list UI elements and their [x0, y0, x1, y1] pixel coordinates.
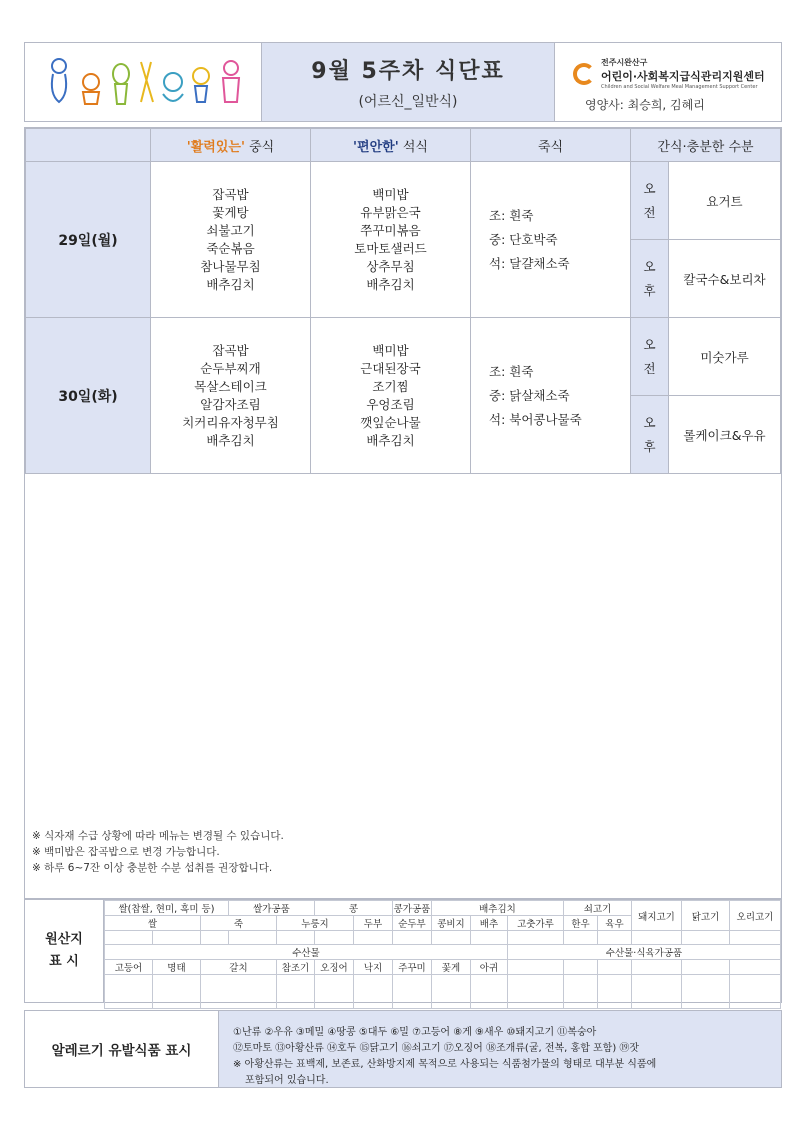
- header: [24, 42, 782, 122]
- day-label: 29일(월): [26, 162, 151, 318]
- porridge-cell: 조: 흰죽 중: 단호박죽 석: 달걀채소죽: [471, 162, 631, 318]
- note-item: ※ 식자재 수급 상황에 따라 메뉴는 변경될 수 있습니다.: [32, 830, 284, 842]
- porridge-header: 죽식: [471, 129, 631, 162]
- snack-header: 간식·충분한 수분: [631, 129, 781, 162]
- page-title: 9월 5주차 식단표: [311, 58, 505, 84]
- page-subtitle: (어르신_일반식): [358, 93, 458, 110]
- pm-label: 오 후: [631, 240, 669, 318]
- lunch-header: '활력있는' 중식: [151, 129, 311, 162]
- day-label: 30일(화): [26, 318, 151, 474]
- origin-grid: [104, 900, 781, 1002]
- origin-section: [24, 899, 782, 1003]
- chef-characters-logo: [25, 43, 262, 121]
- menu-section: [24, 127, 782, 899]
- chef-characters-icon: [41, 52, 246, 112]
- table-row: [26, 318, 781, 396]
- origin-label: 원산지 표 시: [25, 900, 104, 1002]
- porridge-cell: 조: 흰죽 중: 닭살채소죽 석: 북어콩나물죽: [471, 318, 631, 474]
- org-region: 전주시완산구: [601, 58, 648, 67]
- allergy-section: [24, 1010, 782, 1088]
- dinner-cell: 백미밥 근대된장국 조기찜 우엉조림 깻잎순나물 배추김치: [311, 318, 471, 474]
- notes: [32, 828, 284, 876]
- title-block: [262, 43, 555, 121]
- note-item: ※ 백미밥은 잡곡밥으로 변경 가능합니다.: [32, 846, 220, 858]
- dinner-header: '편안한' 석식: [311, 129, 471, 162]
- nutritionist: 영양사: 최승희, 김혜리: [585, 98, 705, 112]
- pm-snack: 칼국수&보리차: [669, 240, 781, 318]
- dinner-cell: 백미밥 유부맑은국 쭈꾸미볶음 토마토샐러드 상추무침 배추김치: [311, 162, 471, 318]
- am-label: 오 전: [631, 318, 669, 396]
- note-item: ※ 하루 6~7잔 이상 충분한 수분 섭취를 권장합니다.: [32, 862, 273, 874]
- am-label: 오 전: [631, 162, 669, 240]
- origin-table: 쌀(찹쌀, 현미, 흑미 등) 쌀가공품 콩 콩가공품 배추김치 쇠고기 돼지고기 닭고기 오리고기 쌀 죽 누룽지 두부 순두부 콩비지 배추 고춧가루 한우 육우 수산물 수산물·식육가공품 고등어 명태 갈치 참조기 오징어 낙지 주꾸미 꽃게 아귀: [104, 900, 781, 1009]
- pm-snack: 롤케이크&우유: [669, 396, 781, 474]
- am-snack: 요거트: [669, 162, 781, 240]
- org-name-en: Children and Social Welfare Meal Management Support Center: [601, 84, 758, 90]
- lunch-cell: 잡곡밥 순두부찌개 목살스테이크 알감자조림 치커리유자청무침 배추김치: [151, 318, 311, 474]
- allergy-label: 알레르기 유발식품 표시: [25, 1011, 219, 1087]
- org-name: 어린이·사회복지급식관리지원센터: [601, 70, 765, 83]
- am-snack: 미숫가루: [669, 318, 781, 396]
- lunch-cell: 잡곡밥 꽃게탕 쇠불고기 죽순볶음 참나물무침 배추김치: [151, 162, 311, 318]
- table-row: [26, 162, 781, 240]
- center-logo-icon: [573, 63, 595, 85]
- allergy-list: ①난류 ②우유 ③메밀 ④땅콩 ⑤대두 ⑥밀 ⑦고등어 ⑧게 ⑨새우 ⑩돼지고기 ⑪복숭아 ⑫토마토 ⑬아황산류 ⑭호두 ⑮닭고기 ⑯쇠고기 ⑰오징어 ⑱조개류(굴, 전복, 홍합 포함) ⑲잣 ※ 아황산류는 표백제, 보존료, 산화방지제 목적으로 사용되는 식품첨가물의 형태로 대부분 식품에 포함되어 있습니다.: [219, 1011, 781, 1087]
- menu-header-row: [26, 129, 781, 162]
- menu-table: [25, 128, 781, 474]
- pm-label: 오 후: [631, 396, 669, 474]
- blank-header: [26, 129, 151, 162]
- organization-block: [555, 43, 781, 121]
